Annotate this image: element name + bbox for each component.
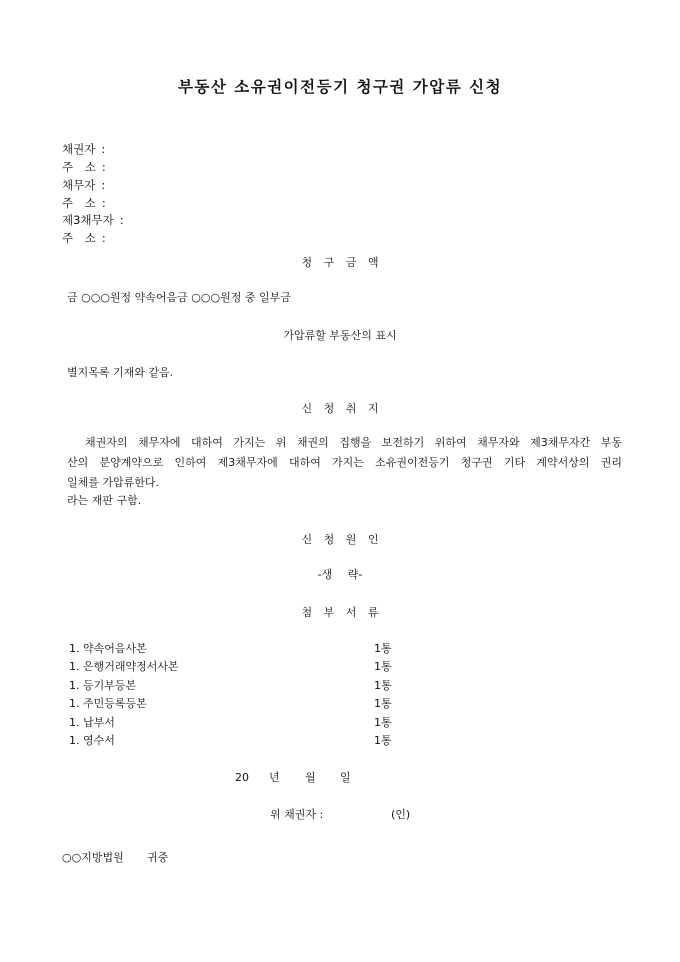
- party-label: 주 소: [62, 231, 96, 245]
- attachment-qty: 1통: [374, 734, 392, 747]
- court-name: ○○지방법원: [62, 851, 124, 864]
- property-text: 별지목록 기재와 같음.: [67, 366, 174, 379]
- party-label: 주 소: [62, 160, 96, 174]
- party-third-debtor: [62, 213, 124, 227]
- date-year: 년: [269, 771, 280, 784]
- attachment-qty: 1통: [374, 716, 392, 729]
- party-colon: :: [101, 231, 106, 245]
- party-colon: :: [119, 213, 124, 227]
- party-label: 주 소: [62, 196, 96, 210]
- attachment-item: 1. 주민등록등본: [69, 697, 147, 710]
- section-heading-property: 가압류할 부동산의 표시: [283, 329, 397, 342]
- section-heading-purpose: 신 청 취 지: [301, 402, 379, 415]
- date-day: 일: [340, 771, 351, 784]
- signature-label: 위 채권자 :: [270, 808, 324, 821]
- date-month: 월: [305, 771, 316, 784]
- attachment-qty: 1통: [374, 679, 392, 692]
- claim-amount-text: 금 ○○○원정 약속어음금 ○○○원정 중 일부금: [67, 291, 291, 304]
- party-label: 채무자: [62, 178, 96, 192]
- reason-text: -생 략-: [317, 568, 363, 581]
- signature-seal: (인): [391, 808, 411, 821]
- party-third-debtor-address: [62, 231, 106, 245]
- purpose-closing: 라는 재판 구함.: [67, 494, 142, 507]
- section-heading-claim: 청 구 금 액: [301, 256, 379, 269]
- party-creditor-address: [62, 160, 106, 174]
- party-creditor: [62, 142, 105, 156]
- attachment-qty: 1통: [374, 697, 392, 710]
- attachment-item: 1. 영수서: [69, 734, 115, 747]
- attachment-item: 1. 납부서: [69, 716, 115, 729]
- section-heading-attachments: 첨 부 서 류: [301, 606, 379, 619]
- purpose-line: 일체를 가압류한다.: [67, 476, 160, 489]
- party-label: 제3채무자: [62, 213, 114, 227]
- purpose-line: 채권자의 채무자에 대하여 가지는 위 채권의 집행을 보전하기 위하여 채무자와 제3채무자간 부동: [85, 436, 622, 449]
- party-label: 채권자: [62, 142, 96, 156]
- party-colon: :: [101, 142, 106, 156]
- party-colon: :: [101, 178, 106, 192]
- party-colon: :: [101, 196, 106, 210]
- party-debtor: [62, 178, 105, 192]
- attachment-qty: 1통: [374, 660, 392, 673]
- date-year-prefix: 20: [235, 771, 249, 784]
- party-debtor-address: [62, 196, 106, 210]
- attachment-item: 1. 은행거래약정서사본: [69, 660, 179, 673]
- section-heading-reason: 신 청 원 인: [301, 533, 379, 546]
- party-colon: :: [101, 160, 106, 174]
- court-suffix: 귀중: [147, 851, 169, 864]
- purpose-line: 산의 분양계약으로 인하여 제3채무자에 대하여 가지는 소유권이전등기 청구권 기타 계약서상의 권리: [67, 456, 622, 469]
- attachment-item: 1. 등기부등본: [69, 679, 137, 692]
- document-title: 부동산 소유권이전등기 청구권 가압류 신청: [177, 78, 503, 96]
- purpose-paragraph: [67, 433, 622, 493]
- attachment-qty: 1통: [374, 642, 392, 655]
- attachment-item: 1. 약속어음사본: [69, 642, 147, 655]
